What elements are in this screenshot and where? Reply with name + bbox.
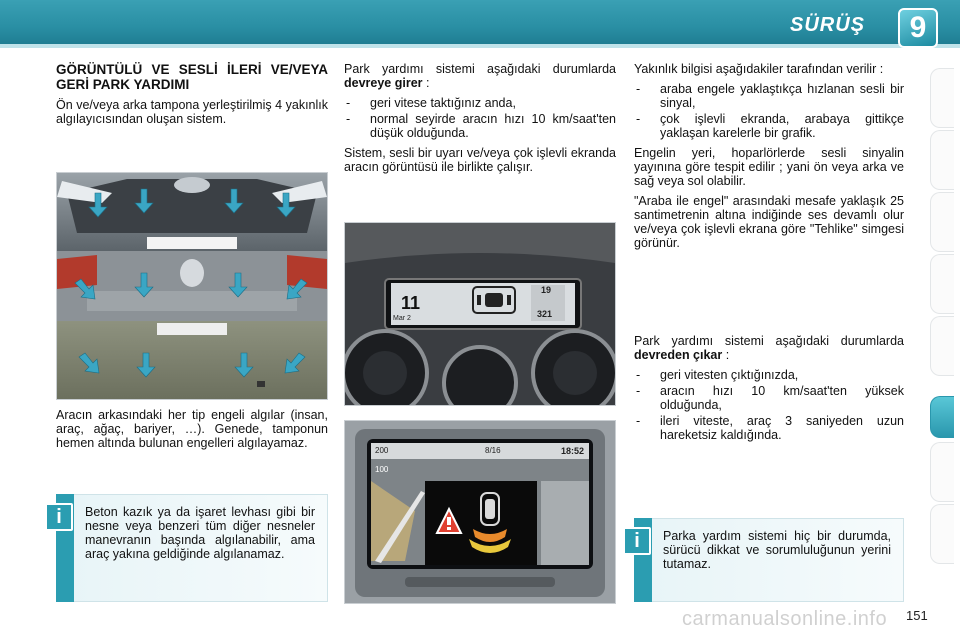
section-heading: GÖRÜNTÜLÜ VE SESLİ İLERİ VE/VEYA GERİ PARK YARDIMI bbox=[56, 62, 328, 92]
left-column bbox=[56, 62, 328, 132]
activation-paragraph: Park yardımı sistemi aşağıdaki durumlarda devreye girer : bbox=[344, 62, 616, 90]
side-tab[interactable] bbox=[930, 504, 954, 564]
page-number: 151 bbox=[906, 608, 928, 623]
display-left-mid: 100 bbox=[375, 465, 389, 474]
side-tab-active[interactable] bbox=[930, 396, 954, 438]
middle-column bbox=[344, 62, 616, 180]
side-tab[interactable] bbox=[930, 316, 954, 376]
info-text: Beton kazık ya da işaret levhası gibi bir nesne veya benzeri tüm diğer nesneler manevranın başında algılanabilir, ama araç yakına geldiğinde algılanamaz. bbox=[85, 505, 315, 561]
instrument-display-photo bbox=[344, 222, 616, 406]
side-tab[interactable] bbox=[930, 192, 954, 252]
list-item: - araba engele yaklaştıkça hızlanan sesli bir sinyal, bbox=[634, 82, 904, 110]
side-tab[interactable] bbox=[930, 442, 954, 502]
right-column bbox=[634, 62, 904, 256]
display-date: Mar 2 bbox=[393, 315, 411, 322]
right-column-deactivation bbox=[634, 334, 904, 448]
header-stripe bbox=[0, 44, 960, 48]
info-text: Parka yardım sistemi hiç bir durumda, sürücü dikkat ve sorumluluğunun yerini tutamaz. bbox=[663, 529, 891, 571]
left-column-bottom bbox=[56, 408, 328, 456]
proximity-list bbox=[634, 82, 904, 140]
info-icon: i bbox=[623, 527, 651, 555]
proximity-intro: Yakınlık bilgisi aşağıdakiler tarafından verilir : bbox=[634, 62, 884, 76]
distance-paragraph: "Araba ile engel" arasındaki mesafe yaklaşık 25 santimetrenin altına indiğinde ses devamlı olur ve/veya çok işlevli ekrana göre "Tehlike" simgesi görünür. bbox=[634, 194, 904, 250]
chapter-side-tabs bbox=[930, 68, 960, 578]
list-item: - aracın hızı 10 km/saat'ten yüksek olduğunda, bbox=[634, 384, 904, 412]
watermark: carmanualsonline.info bbox=[682, 608, 888, 630]
display-odometer: 321 bbox=[537, 309, 553, 319]
display-left-top: 200 bbox=[375, 446, 389, 455]
side-tab[interactable] bbox=[930, 68, 954, 128]
bumper-sensors-photo bbox=[56, 172, 328, 400]
obstacle-paragraph: Engelin yeri, hoparlörlerde sesli sinyalin yayınına göre tespit edilir ; yani ön veya arka ve sağ veya sol olabilir. bbox=[634, 146, 904, 188]
info-box-right bbox=[634, 518, 904, 602]
display-time: 18:52 bbox=[561, 446, 585, 456]
chapter-title: SÜRÜŞ bbox=[790, 14, 866, 36]
display-right-small: 19 bbox=[541, 285, 552, 295]
list-item: - geri vitesten çıktığınızda, bbox=[634, 368, 904, 382]
detection-paragraph: Aracın arkasındaki her tip engeli algılar (insan, araç, ağaç, bariyer, …). Genede, tamponun hemen altında bulunan engelleri algılayamaz. bbox=[56, 408, 328, 450]
chapter-number-badge: 9 bbox=[898, 8, 938, 48]
deactivation-paragraph: Park yardımı sistemi aşağıdaki durumlarda devreden çıkar : bbox=[634, 334, 904, 362]
deactivation-keyword: devreden çıkar bbox=[634, 348, 723, 362]
list-item: - geri vitese taktığınız anda, bbox=[344, 96, 616, 110]
display-gear-value: 11 bbox=[401, 293, 421, 313]
activation-keyword: devreye girer bbox=[344, 76, 423, 90]
deactivation-list bbox=[634, 368, 904, 442]
list-item: - çok işlevli ekranda, arabaya gittikçe yaklaşan karelerle bir grafik. bbox=[634, 112, 904, 140]
list-item: - ileri viteste, araç 3 saniyeden uzun hareketsiz kaldığında. bbox=[634, 414, 904, 442]
intro-paragraph: Ön ve/veya arka tampona yerleştirilmiş 4 yakınlık algılayıcısından oluşan sistem. bbox=[56, 98, 328, 126]
info-icon: i bbox=[45, 503, 73, 531]
info-box-left bbox=[56, 494, 328, 602]
side-tab[interactable] bbox=[930, 130, 954, 190]
list-item: - normal seyirde aracın hızı 10 km/saat'ten düşük olduğunda. bbox=[344, 112, 616, 140]
activation-list bbox=[344, 96, 616, 140]
display-middle-top: 8/16 bbox=[485, 446, 501, 455]
multifunction-display-photo bbox=[344, 420, 616, 604]
side-tab[interactable] bbox=[930, 254, 954, 314]
system-paragraph: Sistem, sesli bir uyarı ve/veya çok işlevli ekranda aracın görüntüsü ile birlikte çalışır. bbox=[344, 146, 616, 174]
